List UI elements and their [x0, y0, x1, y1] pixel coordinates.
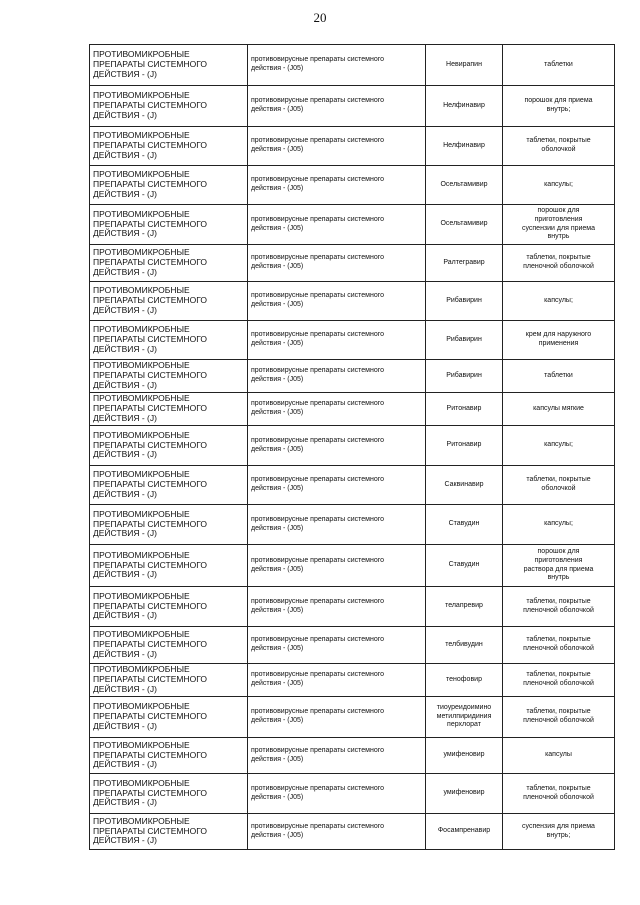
dosage-form-cell: [503, 774, 615, 814]
dosage-form-cell-text: суспензия для приема внутрь;: [522, 822, 595, 839]
dosage-form-cell: [503, 587, 615, 627]
dosage-form-cell-text: таблетки: [544, 60, 573, 68]
dosage-form-cell: [503, 627, 615, 664]
anatomical-group-cell-text: ПРОТИВОМИКРОБНЫЕ ПРЕПАРАТЫ СИСТЕМНОГО ДЕЙСТВИЯ - (J): [93, 285, 207, 315]
anatomical-group-cell: [90, 166, 248, 205]
substance-cell-text: Нелфинавир: [443, 101, 485, 109]
substance-cell-text: Ставудин: [448, 520, 480, 528]
drug-table-body: [90, 45, 615, 850]
dosage-form-cell-text: таблетки, покрытые пленочной оболочкой: [523, 708, 594, 724]
therapeutic-group-cell: [248, 738, 426, 774]
dosage-form-cell-text: таблетки: [544, 371, 573, 379]
therapeutic-group-cell: [248, 587, 426, 627]
anatomical-group-cell: [90, 86, 248, 127]
substance-cell: [426, 282, 503, 321]
therapeutic-group-cell-text: противовирусные препараты системного действия - (J05): [251, 331, 385, 347]
substance-cell: [426, 664, 503, 697]
dosage-form-cell-text: порошок для приготовления суспензии для приема внутрь: [521, 207, 596, 241]
anatomical-group-cell-text: ПРОТИВОМИКРОБНЫЕ ПРЕПАРАТЫ СИСТЕМНОГО ДЕЙСТВИЯ - (J): [93, 777, 207, 808]
dosage-form-cell-text: порошок для приготовления раствора для приема внутрь: [523, 548, 594, 582]
anatomical-group-cell-text: ПРОТИВОМИКРОБНЫЕ ПРЕПАРАТЫ СИСТЕМНОГО ДЕЙСТВИЯ - (J): [93, 324, 207, 354]
substance-cell: [426, 814, 503, 850]
dosage-form-cell: [503, 393, 615, 426]
substance-cell: [426, 627, 503, 664]
dosage-form-cell: [503, 814, 615, 850]
therapeutic-group-cell: [248, 814, 426, 850]
substance-cell: [426, 393, 503, 426]
therapeutic-group-cell: [248, 360, 426, 393]
therapeutic-group-cell: [248, 45, 426, 86]
table-row: [90, 45, 615, 86]
dosage-form-cell: [503, 321, 615, 360]
dosage-form-cell: [503, 545, 615, 587]
table-row: [90, 697, 615, 738]
dosage-form-cell: [503, 664, 615, 697]
dosage-form-cell: [503, 505, 615, 545]
drug-table: [89, 44, 615, 850]
table-row: [90, 321, 615, 360]
substance-cell-text: тиоуреидоимино метилпиридиния перхлорат: [436, 704, 492, 729]
substance-cell: [426, 774, 503, 814]
anatomical-group-cell-text: ПРОТИВОМИКРОБНЫЕ ПРЕПАРАТЫ СИСТЕМНОГО ДЕЙСТВИЯ - (J): [93, 469, 207, 499]
dosage-form-cell-text: капсулы;: [544, 441, 573, 449]
therapeutic-group-cell-text: противовирусные препараты системного действия - (J05): [251, 515, 385, 532]
dosage-form-cell-text: капсулы;: [544, 520, 573, 528]
substance-cell-text: Рибавирин: [446, 371, 482, 379]
anatomical-group-cell: [90, 127, 248, 166]
dosage-form-cell: [503, 466, 615, 505]
dosage-form-cell-text: таблетки, покрытые оболочкой: [526, 476, 591, 492]
substance-cell-text: Нелфинавир: [443, 141, 485, 149]
substance-cell: [426, 45, 503, 86]
substance-cell: [426, 426, 503, 466]
therapeutic-group-cell: [248, 697, 426, 738]
substance-cell-text: Ритонавир: [446, 441, 482, 449]
therapeutic-group-cell-text: противовирусные препараты системного действия - (J05): [251, 367, 385, 383]
substance-cell-text: Ритонавир: [446, 404, 482, 412]
therapeutic-group-cell-text: противовирусные препараты системного действия - (J05): [251, 56, 385, 72]
dosage-form-cell: [503, 245, 615, 282]
table-row: [90, 86, 615, 127]
therapeutic-group-cell: [248, 393, 426, 426]
dosage-form-cell: [503, 738, 615, 774]
therapeutic-group-cell-text: противовирусные препараты системного действия - (J05): [251, 436, 385, 453]
therapeutic-group-cell-text: противовирусные препараты системного действия - (J05): [251, 97, 385, 113]
therapeutic-group-cell-text: противовирусные препараты системного действия - (J05): [251, 822, 385, 839]
therapeutic-group-cell: [248, 627, 426, 664]
substance-cell: [426, 360, 503, 393]
substance-cell: [426, 166, 503, 205]
anatomical-group-cell-text: ПРОТИВОМИКРОБНЫЕ ПРЕПАРАТЫ СИСТЕМНОГО ДЕЙСТВИЯ - (J): [93, 739, 207, 770]
therapeutic-group-cell: [248, 127, 426, 166]
substance-cell: [426, 738, 503, 774]
dosage-form-cell-text: капсулы: [545, 751, 572, 759]
anatomical-group-cell: [90, 505, 248, 545]
table-row: [90, 205, 615, 245]
table-row: [90, 245, 615, 282]
substance-cell-text: Фосампренавир: [437, 827, 491, 835]
anatomical-group-cell-text: ПРОТИВОМИКРОБНЫЕ ПРЕПАРАТЫ СИСТЕМНОГО ДЕЙСТВИЯ - (J): [93, 208, 207, 239]
therapeutic-group-cell-text: противовирусные препараты системного действия - (J05): [251, 137, 385, 153]
substance-cell: [426, 245, 503, 282]
therapeutic-group-cell-text: противовирусные препараты системного действия - (J05): [251, 292, 385, 308]
anatomical-group-cell: [90, 814, 248, 850]
table-row: [90, 360, 615, 393]
table-row: [90, 505, 615, 545]
substance-cell-text: Осельтамивир: [440, 180, 488, 188]
dosage-form-cell-text: капсулы мягкие: [533, 404, 584, 412]
substance-cell-text: телбивудин: [445, 640, 483, 648]
therapeutic-group-cell: [248, 774, 426, 814]
substance-cell: [426, 205, 503, 245]
anatomical-group-cell-text: ПРОТИВОМИКРОБНЫЕ ПРЕПАРАТЫ СИСТЕМНОГО ДЕЙСТВИЯ - (J): [93, 549, 207, 580]
dosage-form-cell: [503, 166, 615, 205]
anatomical-group-cell-text: ПРОТИВОМИКРОБНЫЕ ПРЕПАРАТЫ СИСТЕМНОГО ДЕЙСТВИЯ - (J): [93, 508, 207, 539]
anatomical-group-cell: [90, 738, 248, 774]
dosage-form-cell-text: порошок для приема внутрь;: [524, 97, 593, 113]
table-row: [90, 664, 615, 697]
therapeutic-group-cell: [248, 205, 426, 245]
dosage-form-cell: [503, 45, 615, 86]
substance-cell: [426, 587, 503, 627]
substance-cell-text: Ставудин: [448, 561, 480, 569]
dosage-form-cell: [503, 205, 615, 245]
substance-cell: [426, 466, 503, 505]
substance-cell: [426, 321, 503, 360]
table-row: [90, 393, 615, 426]
dosage-form-cell-text: капсулы;: [544, 296, 573, 304]
substance-cell-text: умифеновир: [443, 789, 485, 797]
therapeutic-group-cell-text: противовирусные препараты системного действия - (J05): [251, 597, 385, 614]
dosage-form-cell: [503, 426, 615, 466]
table-row: [90, 466, 615, 505]
dosage-form-cell: [503, 360, 615, 393]
substance-cell-text: Невирапин: [446, 60, 482, 68]
substance-cell-text: Рибавирин: [446, 296, 482, 304]
substance-cell-text: Саквинавир: [444, 480, 484, 488]
table-row: [90, 282, 615, 321]
anatomical-group-cell: [90, 426, 248, 466]
anatomical-group-cell: [90, 545, 248, 587]
substance-cell-text: Рибавирин: [446, 335, 482, 343]
anatomical-group-cell-text: ПРОТИВОМИКРОБНЫЕ ПРЕПАРАТЫ СИСТЕМНОГО ДЕЙСТВИЯ - (J): [93, 815, 207, 846]
therapeutic-group-cell-text: противовирусные препараты системного действия - (J05): [251, 746, 385, 763]
substance-cell-text: тенофовир: [446, 675, 482, 683]
therapeutic-group-cell-text: противовирусные препараты системного действия - (J05): [251, 215, 385, 232]
substance-cell: [426, 545, 503, 587]
anatomical-group-cell-text: ПРОТИВОМИКРОБНЫЕ ПРЕПАРАТЫ СИСТЕМНОГО ДЕЙСТВИЯ - (J): [93, 90, 207, 120]
substance-cell: [426, 697, 503, 738]
dosage-form-cell-text: таблетки, покрытые пленочной оболочкой: [523, 784, 594, 801]
anatomical-group-cell-text: ПРОТИВОМИКРОБНЫЕ ПРЕПАРАТЫ СИСТЕМНОГО ДЕЙСТВИЯ - (J): [93, 429, 207, 460]
table-row: [90, 166, 615, 205]
substance-cell: [426, 127, 503, 166]
therapeutic-group-cell: [248, 466, 426, 505]
dosage-form-cell: [503, 127, 615, 166]
therapeutic-group-cell: [248, 282, 426, 321]
anatomical-group-cell: [90, 664, 248, 697]
anatomical-group-cell-text: ПРОТИВОМИКРОБНЫЕ ПРЕПАРАТЫ СИСТЕМНОГО ДЕЙСТВИЯ - (J): [93, 130, 207, 160]
therapeutic-group-cell-text: противовирусные препараты системного действия - (J05): [251, 708, 385, 724]
dosage-form-cell-text: таблетки, покрытые оболочкой: [526, 137, 591, 153]
therapeutic-group-cell-text: противовирусные препараты системного действия - (J05): [251, 176, 385, 192]
therapeutic-group-cell-text: противовирусные препараты системного действия - (J05): [251, 476, 385, 492]
dosage-form-cell-text: таблетки, покрытые пленочной оболочкой: [523, 636, 594, 652]
anatomical-group-cell: [90, 627, 248, 664]
table-row: [90, 545, 615, 587]
therapeutic-group-cell: [248, 321, 426, 360]
anatomical-group-cell-text: ПРОТИВОМИКРОБНЫЕ ПРЕПАРАТЫ СИСТЕМНОГО ДЕЙСТВИЯ - (J): [93, 169, 207, 199]
anatomical-group-cell-text: ПРОТИВОМИКРОБНЫЕ ПРЕПАРАТЫ СИСТЕМНОГО ДЕЙСТВИЯ - (J): [93, 393, 207, 423]
dosage-form-cell-text: таблетки, покрытые пленочной оболочкой: [523, 254, 594, 270]
dosage-form-cell-text: крем для наружного применения: [525, 331, 592, 347]
anatomical-group-cell: [90, 205, 248, 245]
substance-cell-text: Ралтегравир: [443, 258, 485, 266]
anatomical-group-cell: [90, 360, 248, 393]
dosage-form-cell: [503, 282, 615, 321]
dosage-form-cell: [503, 86, 615, 127]
anatomical-group-cell: [90, 774, 248, 814]
table-row: [90, 738, 615, 774]
anatomical-group-cell: [90, 587, 248, 627]
table-row: [90, 426, 615, 466]
anatomical-group-cell: [90, 697, 248, 738]
anatomical-group-cell: [90, 245, 248, 282]
dosage-form-cell-text: капсулы;: [544, 180, 573, 188]
anatomical-group-cell-text: ПРОТИВОМИКРОБНЫЕ ПРЕПАРАТЫ СИСТЕМНОГО ДЕЙСТВИЯ - (J): [93, 247, 207, 277]
therapeutic-group-cell-text: противовирусные препараты системного действия - (J05): [251, 784, 385, 801]
anatomical-group-cell-text: ПРОТИВОМИКРОБНЫЕ ПРЕПАРАТЫ СИСТЕМНОГО ДЕЙСТВИЯ - (J): [93, 49, 207, 79]
anatomical-group-cell-text: ПРОТИВОМИКРОБНЫЕ ПРЕПАРАТЫ СИСТЕМНОГО ДЕЙСТВИЯ - (J): [93, 360, 207, 390]
anatomical-group-cell: [90, 45, 248, 86]
anatomical-group-cell: [90, 321, 248, 360]
anatomical-group-cell: [90, 282, 248, 321]
table-row: [90, 127, 615, 166]
therapeutic-group-cell: [248, 86, 426, 127]
table-row: [90, 587, 615, 627]
therapeutic-group-cell: [248, 664, 426, 697]
page-number: 20: [313, 10, 327, 25]
therapeutic-group-cell: [248, 505, 426, 545]
anatomical-group-cell-text: ПРОТИВОМИКРОБНЫЕ ПРЕПАРАТЫ СИСТЕМНОГО ДЕЙСТВИЯ - (J): [93, 590, 207, 621]
therapeutic-group-cell-text: противовирусные препараты системного действия - (J05): [251, 556, 385, 573]
anatomical-group-cell-text: ПРОТИВОМИКРОБНЫЕ ПРЕПАРАТЫ СИСТЕМНОГО ДЕЙСТВИЯ - (J): [93, 629, 207, 659]
therapeutic-group-cell: [248, 426, 426, 466]
anatomical-group-cell: [90, 393, 248, 426]
therapeutic-group-cell-text: противовирусные препараты системного действия - (J05): [251, 254, 385, 270]
anatomical-group-cell: [90, 466, 248, 505]
therapeutic-group-cell: [248, 166, 426, 205]
therapeutic-group-cell-text: противовирусные препараты системного действия - (J05): [251, 671, 385, 687]
anatomical-group-cell-text: ПРОТИВОМИКРОБНЫЕ ПРЕПАРАТЫ СИСТЕМНОГО ДЕЙСТВИЯ - (J): [93, 701, 207, 731]
therapeutic-group-cell-text: противовирусные препараты системного действия - (J05): [251, 400, 385, 416]
anatomical-group-cell-text: ПРОТИВОМИКРОБНЫЕ ПРЕПАРАТЫ СИСТЕМНОГО ДЕЙСТВИЯ - (J): [93, 664, 207, 694]
therapeutic-group-cell-text: противовирусные препараты системного действия - (J05): [251, 636, 385, 652]
table-row: [90, 814, 615, 850]
substance-cell-text: телапревир: [445, 602, 483, 610]
substance-cell: [426, 86, 503, 127]
substance-cell: [426, 505, 503, 545]
dosage-form-cell-text: таблетки, покрытые пленочной оболочкой: [523, 671, 594, 687]
table-row: [90, 627, 615, 664]
therapeutic-group-cell: [248, 245, 426, 282]
dosage-form-cell: [503, 697, 615, 738]
therapeutic-group-cell: [248, 545, 426, 587]
substance-cell-text: Осельтамивир: [440, 220, 488, 228]
substance-cell-text: умифеновир: [443, 751, 485, 759]
table-row: [90, 774, 615, 814]
dosage-form-cell-text: таблетки, покрытые пленочной оболочкой: [523, 597, 594, 614]
